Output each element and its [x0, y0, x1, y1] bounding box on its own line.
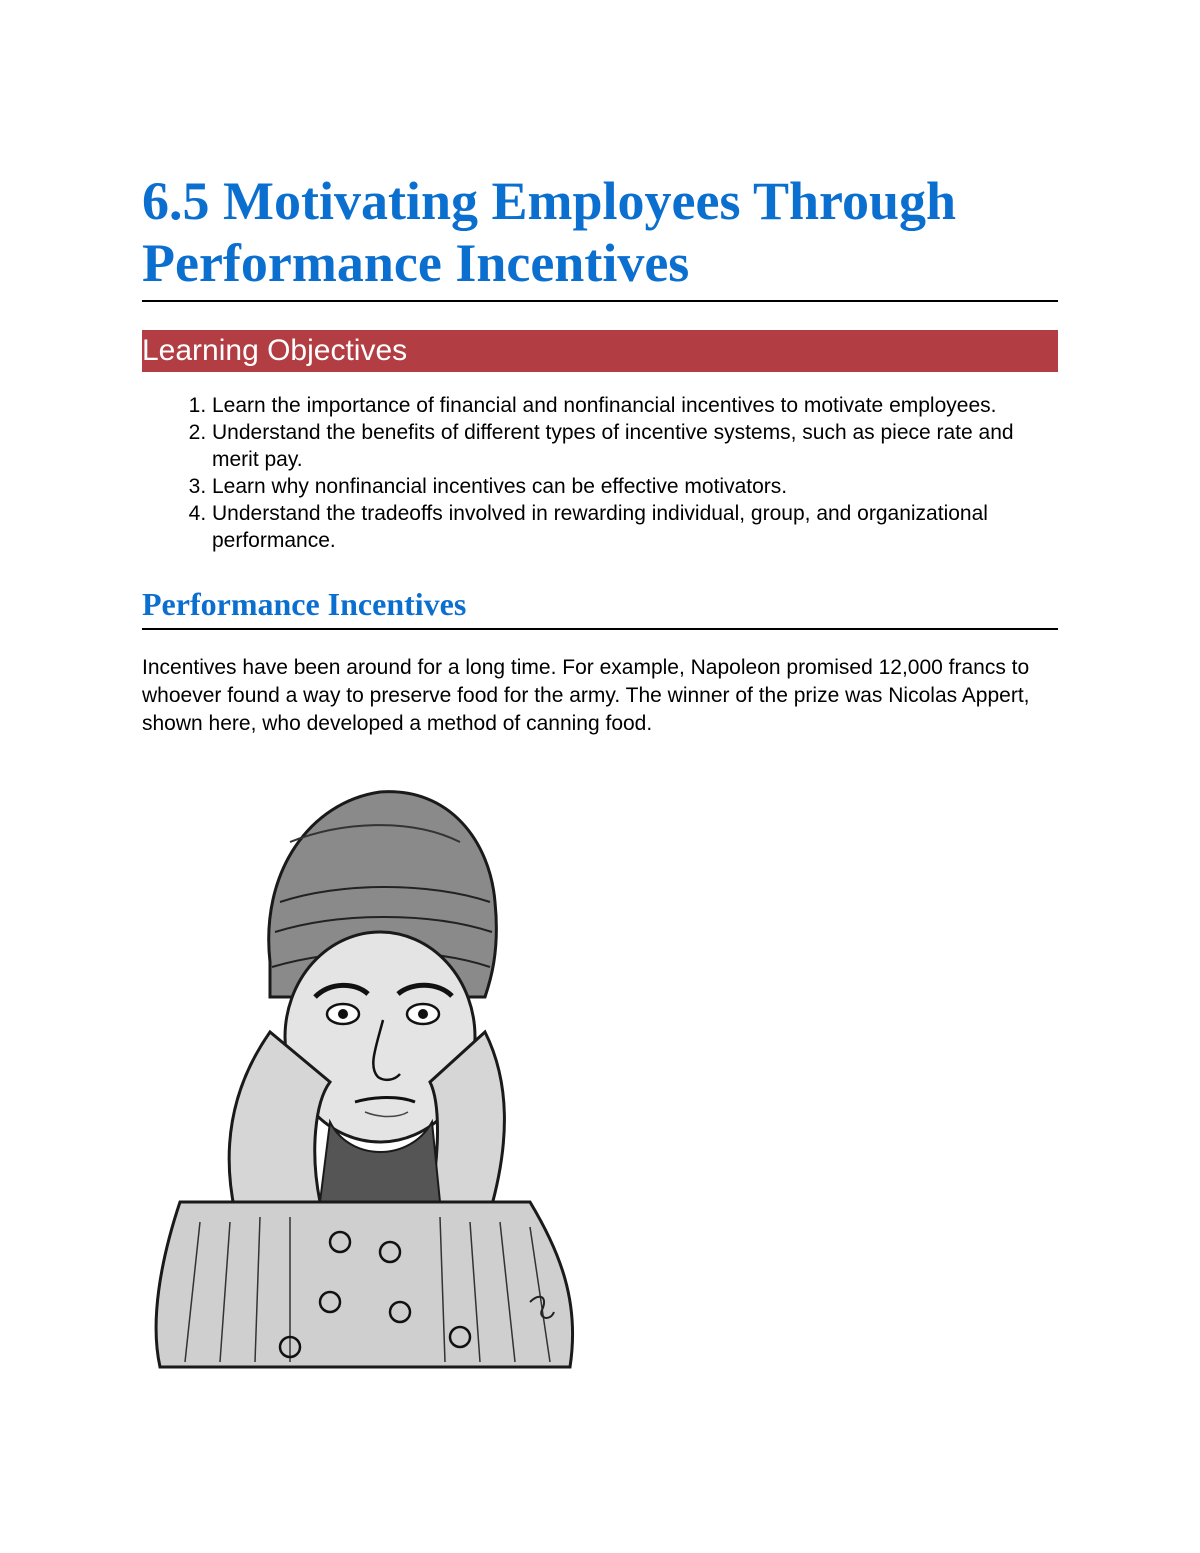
- document-page: [142, 170, 1058, 759]
- learning-objectives-heading: Learning Objectives: [142, 330, 1058, 372]
- objective-item: 1. Learn the importance of financial and nonfinancial incentives to motivate employees.: [212, 392, 1058, 419]
- portrait-illustration: [140, 782, 582, 1372]
- objective-item: 3. Learn why nonfinancial incentives can be effective motivators.: [212, 473, 1058, 500]
- objective-item: 4. Understand the tradeoffs involved in rewarding individual, group, and organizational performance.: [212, 500, 1058, 554]
- page-title: 6.5 Motivating Employees Through Performance Incentives: [142, 170, 1058, 302]
- section-heading: Performance Incentives: [142, 584, 1058, 630]
- body-paragraph: Incentives have been around for a long time. For example, Napoleon promised 12,000 francs to whoever found a way to preserve food for the army. The winner of the prize was Nicolas Appert, shown here, who developed a method of canning food.: [142, 656, 1030, 735]
- objective-item: 2. Understand the benefits of different types of incentive systems, such as piece rate and merit pay.: [212, 419, 1058, 473]
- learning-objectives-list: [142, 392, 1058, 554]
